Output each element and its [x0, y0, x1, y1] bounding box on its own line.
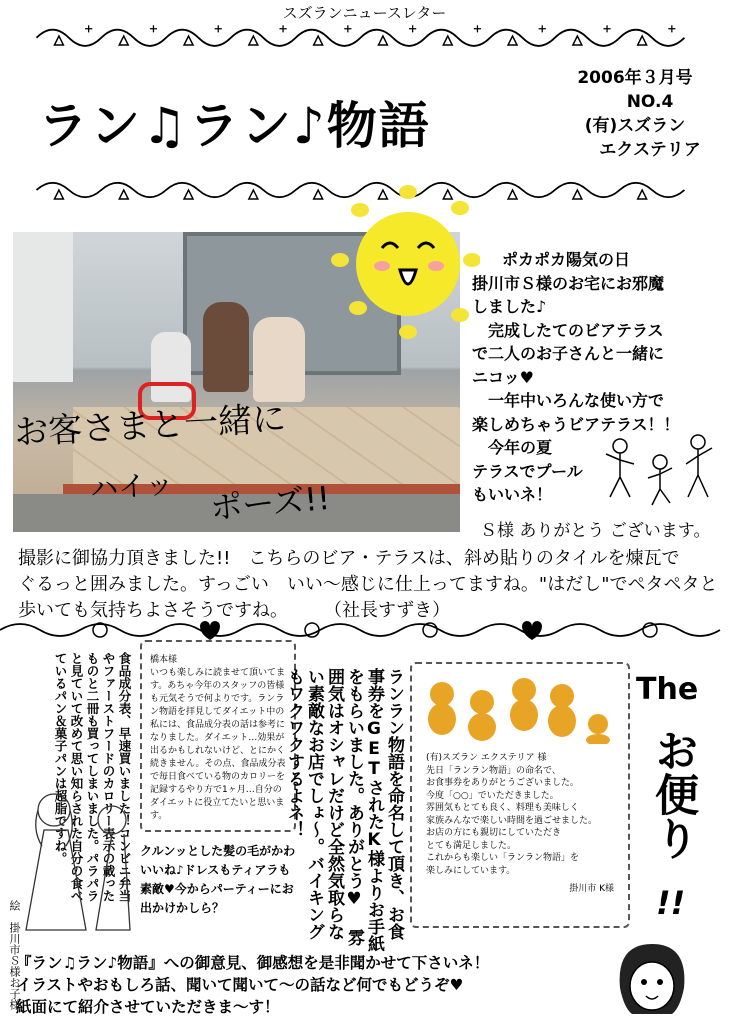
k-letter-line: (有)スズラン エクステリア 様 — [426, 753, 547, 763]
feature-line: 楽しめちゃうビアテラス！！ — [472, 414, 680, 434]
vine-border-top — [0, 18, 729, 54]
girl-face-icon — [610, 938, 694, 1018]
otayori-the: The — [636, 672, 699, 707]
feature-line: テラスでプール — [472, 461, 583, 481]
left-column-text: 食品成分表、早速買いました！コンビニ弁当やファーストフードのカロリー表示の載ったものと二冊も買ってしまいました。パラパラと見ていて改めて思い知らされた自分の食べているパン＆菓子パンは超脂ですね。 — [53, 652, 132, 902]
teddy-bears-icon — [412, 664, 628, 744]
feature-line: 掛川市Ｓ様のお宅にお邪魔 — [472, 273, 665, 293]
issue-date: 2006年３月号 — [577, 68, 693, 88]
flower-border — [0, 612, 729, 648]
photo-caption-line2: ハイッ — [89, 467, 175, 506]
otayori-exclaim: !! — [656, 884, 686, 922]
k-letter-box — [410, 662, 630, 928]
feature-line: しました♪ — [472, 297, 547, 316]
company-name: (有)スズラン — [584, 116, 686, 136]
girl-drawing-icon — [14, 780, 144, 950]
illustration-credit: 絵 掛川市Ｓ様お子様 — [8, 900, 21, 1010]
president-comment-line: 歩いても気持ちよさそうですね。 （社長すずき） — [18, 600, 451, 621]
president-comment-line: 撮影に御協力頂きました!! こちらのビア・テラスは、斜め貼りのタイルを煉瓦で — [18, 548, 680, 569]
k-letter-line: 今度「○○」でいただきました。 — [426, 790, 559, 801]
feature-line: 今年の夏 — [472, 438, 553, 457]
reader-letter-title: 橋本様 — [150, 655, 178, 665]
feature-line: もいいネ！ — [472, 485, 553, 504]
thanks-note: Ｓ様 ありがとう ございます。 — [480, 521, 711, 541]
k-letter-line: 楽しみにしています。 — [426, 865, 516, 876]
photo-caption-line1: お客さまと一緒に — [13, 398, 288, 454]
feature-line: ポカポカ陽気の日 — [502, 250, 631, 269]
k-letter-line: 掛川市 K様 — [569, 884, 614, 894]
photo-mother — [203, 302, 249, 392]
reader-letter-body: いつも楽しみに読ませて頂いてます。あちゃ今年のスタッフの皆様も元気そうで何よりです。ランラン物語を拝見してダイエット中の私には、食品成分表の話は参考になりました。ダイエット…効果が出るかもしれないけど、とにかく続きません。その点、食品成分表で毎日食べている物のカロリーを記録するやり方で1ヶ月…自分のダイエットに役立てたいと思います。 — [150, 668, 286, 821]
footer-line: 紙面にて紹介させていただきま～す！ — [16, 998, 280, 1016]
feature-line: 一年中いろんな使い方で — [472, 391, 665, 410]
hair-comment: クルンッとした髪の毛がかわいいね♪ドレスもティアラも素敵♥今からパーティーにお出かけかしら？ — [140, 844, 296, 915]
newsletter-title: ラン♫ラン♪物語 — [38, 97, 431, 155]
photo-caption-line3: ポーズ!! — [208, 478, 332, 528]
k-letter-line: お食事券をありがとうございました。 — [426, 778, 580, 788]
footer-message — [16, 952, 616, 1018]
issue-number: NO.4 — [626, 92, 674, 112]
reader-letter-box — [140, 640, 296, 832]
feature-line: 完成したてのビアテラス — [472, 320, 664, 340]
company-subname: エクステリア — [599, 140, 701, 160]
k-letter-line: 家族みんなで楽しい時間を過ごせました。 — [426, 815, 598, 826]
otayori-title: お便り — [647, 728, 698, 860]
k-letter-body — [426, 752, 614, 896]
feature-line: ニコッ♥ — [472, 367, 535, 387]
feature-line: で二人のお子さんと一緒に — [472, 344, 665, 363]
newsletter-kicker: スズランニュースレター — [282, 4, 447, 22]
k-letter-line: とても満足しました。 — [426, 840, 517, 851]
issue-info — [560, 66, 710, 162]
k-letter-line: 雰囲気もとても良く、料理も美味しく — [426, 803, 579, 813]
k-letter-line: これからも楽しい「ランラン物語」を — [426, 853, 580, 863]
middle-column-text: ランラン物語を命名して頂き、お食事券をGETされたK様よりお手紙をもらいました。ありがとう♥ 雰囲気はオシャレだけど全然気取らない素敵なお店でしょ～。バイキングもワクワクするよネ！ — [284, 668, 404, 952]
k-letter-line: 先日「ランラン物語」の命名で、 — [426, 765, 561, 776]
footer-line: イラストやおもしろ話、聞いて聞いて～の話など何でもどうぞ♥ — [16, 976, 464, 994]
dancing-children-icon — [600, 432, 720, 512]
smiling-sun-icon — [320, 180, 480, 340]
president-comment-line: ぐるっと囲みました。すっごい いい～感じに仕上ってますね。"はだし"でペタペタと — [18, 574, 718, 595]
photo-grandmother — [253, 317, 305, 402]
k-letter-line: お店の方にも親切にしていただき — [426, 828, 562, 838]
photo-house-left — [13, 232, 73, 382]
footer-line: 『ラン♫ラン♪物語』への御意見、御感想を是非聞かせて下さいネ！ — [16, 954, 490, 972]
